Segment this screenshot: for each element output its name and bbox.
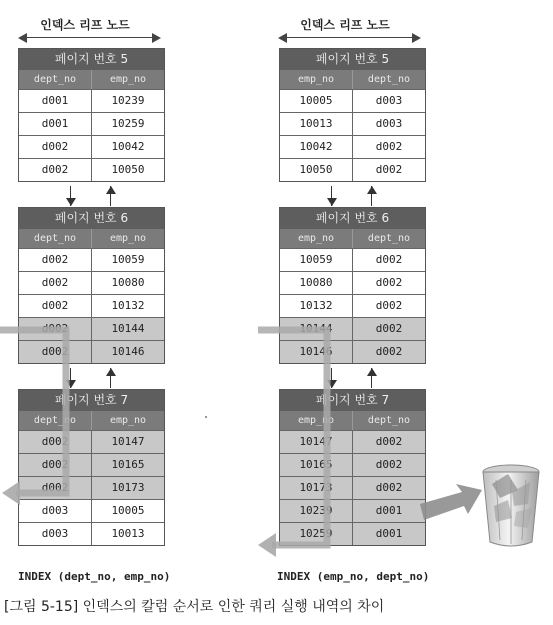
index-row: [19, 271, 164, 294]
index-row: [280, 158, 425, 181]
cell: 10013: [111, 527, 145, 540]
index-row-highlighted: [19, 430, 164, 453]
index-row: [280, 112, 425, 135]
column-header: emp_no: [280, 229, 353, 248]
index-label-right: INDEX (emp_no, dept_no): [277, 570, 430, 583]
cell: 10173: [280, 477, 353, 499]
column-header: dept_no: [19, 70, 92, 89]
page-header: [280, 411, 425, 430]
cell: 10005: [111, 504, 145, 517]
cell: 10259: [280, 523, 353, 545]
cell: 10147: [111, 435, 145, 448]
page-link-arrow-up: [367, 186, 377, 206]
leaf-node-label-left: 인덱스 리프 노드: [40, 18, 130, 32]
cell: d002: [19, 454, 92, 476]
page-header: [280, 229, 425, 248]
cell: 10259: [111, 117, 145, 130]
cell: d002: [375, 322, 403, 335]
cell: d002: [375, 253, 403, 266]
cell: 10144: [111, 322, 145, 335]
index-row-highlighted: [280, 340, 425, 363]
page-link-arrow-up: [367, 368, 377, 388]
column-header: emp_no: [109, 74, 147, 85]
cell: 10080: [111, 276, 145, 289]
column-header: emp_no: [109, 415, 147, 426]
index-row-highlighted: [19, 476, 164, 499]
cell: 10042: [111, 140, 145, 153]
index-row-highlighted: [280, 476, 425, 499]
right-page-5: [279, 48, 426, 182]
page-link-arrow-down: [66, 368, 76, 388]
index-row-highlighted: [280, 317, 425, 340]
cell: 10059: [280, 249, 353, 271]
page-link-arrow-down: [327, 186, 337, 206]
index-row: [280, 89, 425, 112]
column-header: emp_no: [280, 411, 353, 430]
cell: d003: [19, 523, 92, 545]
cell: 10146: [280, 341, 353, 363]
cell: d002: [375, 299, 403, 312]
cell: 10165: [111, 458, 145, 471]
cell: d002: [375, 140, 403, 153]
page-title: 페이지 번호 6: [19, 208, 164, 229]
column-header: dept_no: [19, 229, 92, 248]
cell: 10059: [111, 253, 145, 266]
page-link-arrow-down: [66, 186, 76, 206]
index-row-highlighted: [19, 453, 164, 476]
cell: d001: [375, 527, 403, 540]
cell: 10042: [280, 136, 353, 158]
index-row: [280, 271, 425, 294]
index-row: [19, 499, 164, 522]
cell: 10146: [111, 345, 145, 358]
cell: 10050: [111, 163, 145, 176]
cell: d002: [19, 318, 92, 340]
cell: 10173: [111, 481, 145, 494]
cell: d002: [375, 458, 403, 471]
cell: d001: [19, 90, 92, 112]
column-header: emp_no: [280, 70, 353, 89]
cell: d001: [19, 113, 92, 135]
page-title: 페이지 번호 7: [280, 390, 425, 411]
cell: d002: [19, 431, 92, 453]
index-row: [19, 522, 164, 545]
cell: d002: [19, 295, 92, 317]
right-scan-arrowhead: [258, 533, 276, 557]
leaf-node-span-arrow-left: [18, 33, 161, 43]
index-row: [19, 112, 164, 135]
left-page-7: [18, 389, 165, 546]
right-page-7: [279, 389, 426, 546]
cell: 10239: [111, 94, 145, 107]
page-header: [19, 229, 164, 248]
column-header: dept_no: [367, 415, 411, 426]
index-row: [280, 135, 425, 158]
page-link-arrow-down: [327, 368, 337, 388]
cell: 10013: [280, 113, 353, 135]
cell: 10005: [280, 90, 353, 112]
cell: 10239: [280, 500, 353, 522]
cell: d002: [375, 163, 403, 176]
index-row-highlighted: [280, 499, 425, 522]
index-row-highlighted: [280, 453, 425, 476]
cell: d002: [19, 159, 92, 181]
cell: 10132: [111, 299, 145, 312]
cell: 10132: [280, 295, 353, 317]
leaf-node-span-arrow-right: [278, 33, 421, 43]
page-link-arrow-up: [106, 368, 116, 388]
index-row: [280, 294, 425, 317]
page-header: [19, 411, 164, 430]
index-row: [19, 158, 164, 181]
index-row: [19, 248, 164, 271]
left-page-6: [18, 207, 165, 364]
cell: d002: [375, 481, 403, 494]
index-row-highlighted: [19, 340, 164, 363]
index-row-highlighted: [280, 522, 425, 545]
column-header: dept_no: [19, 411, 92, 430]
index-row: [280, 248, 425, 271]
cell: d002: [19, 341, 92, 363]
index-row: [19, 89, 164, 112]
index-row: [19, 294, 164, 317]
cell: d003: [375, 117, 403, 130]
cell: d001: [375, 504, 403, 517]
cell: d002: [19, 477, 92, 499]
discard-arrow: [420, 484, 482, 520]
page-title: 페이지 번호 5: [280, 49, 425, 70]
cell: 10147: [280, 431, 353, 453]
cell: d002: [19, 249, 92, 271]
recycle-bin-icon: [478, 462, 544, 550]
column-header: dept_no: [367, 233, 411, 244]
cell: d002: [19, 272, 92, 294]
page-title: 페이지 번호 7: [19, 390, 164, 411]
cell: 10080: [280, 272, 353, 294]
left-page-5: [18, 48, 165, 182]
page-title: 페이지 번호 6: [280, 208, 425, 229]
cell: d002: [19, 136, 92, 158]
cell: d002: [375, 276, 403, 289]
index-row-highlighted: [280, 430, 425, 453]
page-header: [19, 70, 164, 89]
cell: 10144: [280, 318, 353, 340]
cell: 10050: [280, 159, 353, 181]
column-header: emp_no: [109, 233, 147, 244]
page-link-arrow-up: [106, 186, 116, 206]
stray-dot: [205, 416, 207, 418]
figure-caption: [그림 5-15] 인덱스의 칼럼 순서로 인한 쿼리 실행 내역의 차이: [4, 599, 385, 615]
leaf-node-label-right: 인덱스 리프 노드: [300, 18, 390, 32]
cell: d003: [375, 94, 403, 107]
index-row: [19, 135, 164, 158]
column-header: dept_no: [367, 74, 411, 85]
page-header: [280, 70, 425, 89]
page-title: 페이지 번호 5: [19, 49, 164, 70]
cell: 10165: [280, 454, 353, 476]
right-page-6: [279, 207, 426, 364]
cell: d002: [375, 435, 403, 448]
cell: d002: [375, 345, 403, 358]
index-label-left: INDEX (dept_no, emp_no): [18, 570, 171, 583]
cell: d003: [19, 500, 92, 522]
index-row-highlighted: [19, 317, 164, 340]
